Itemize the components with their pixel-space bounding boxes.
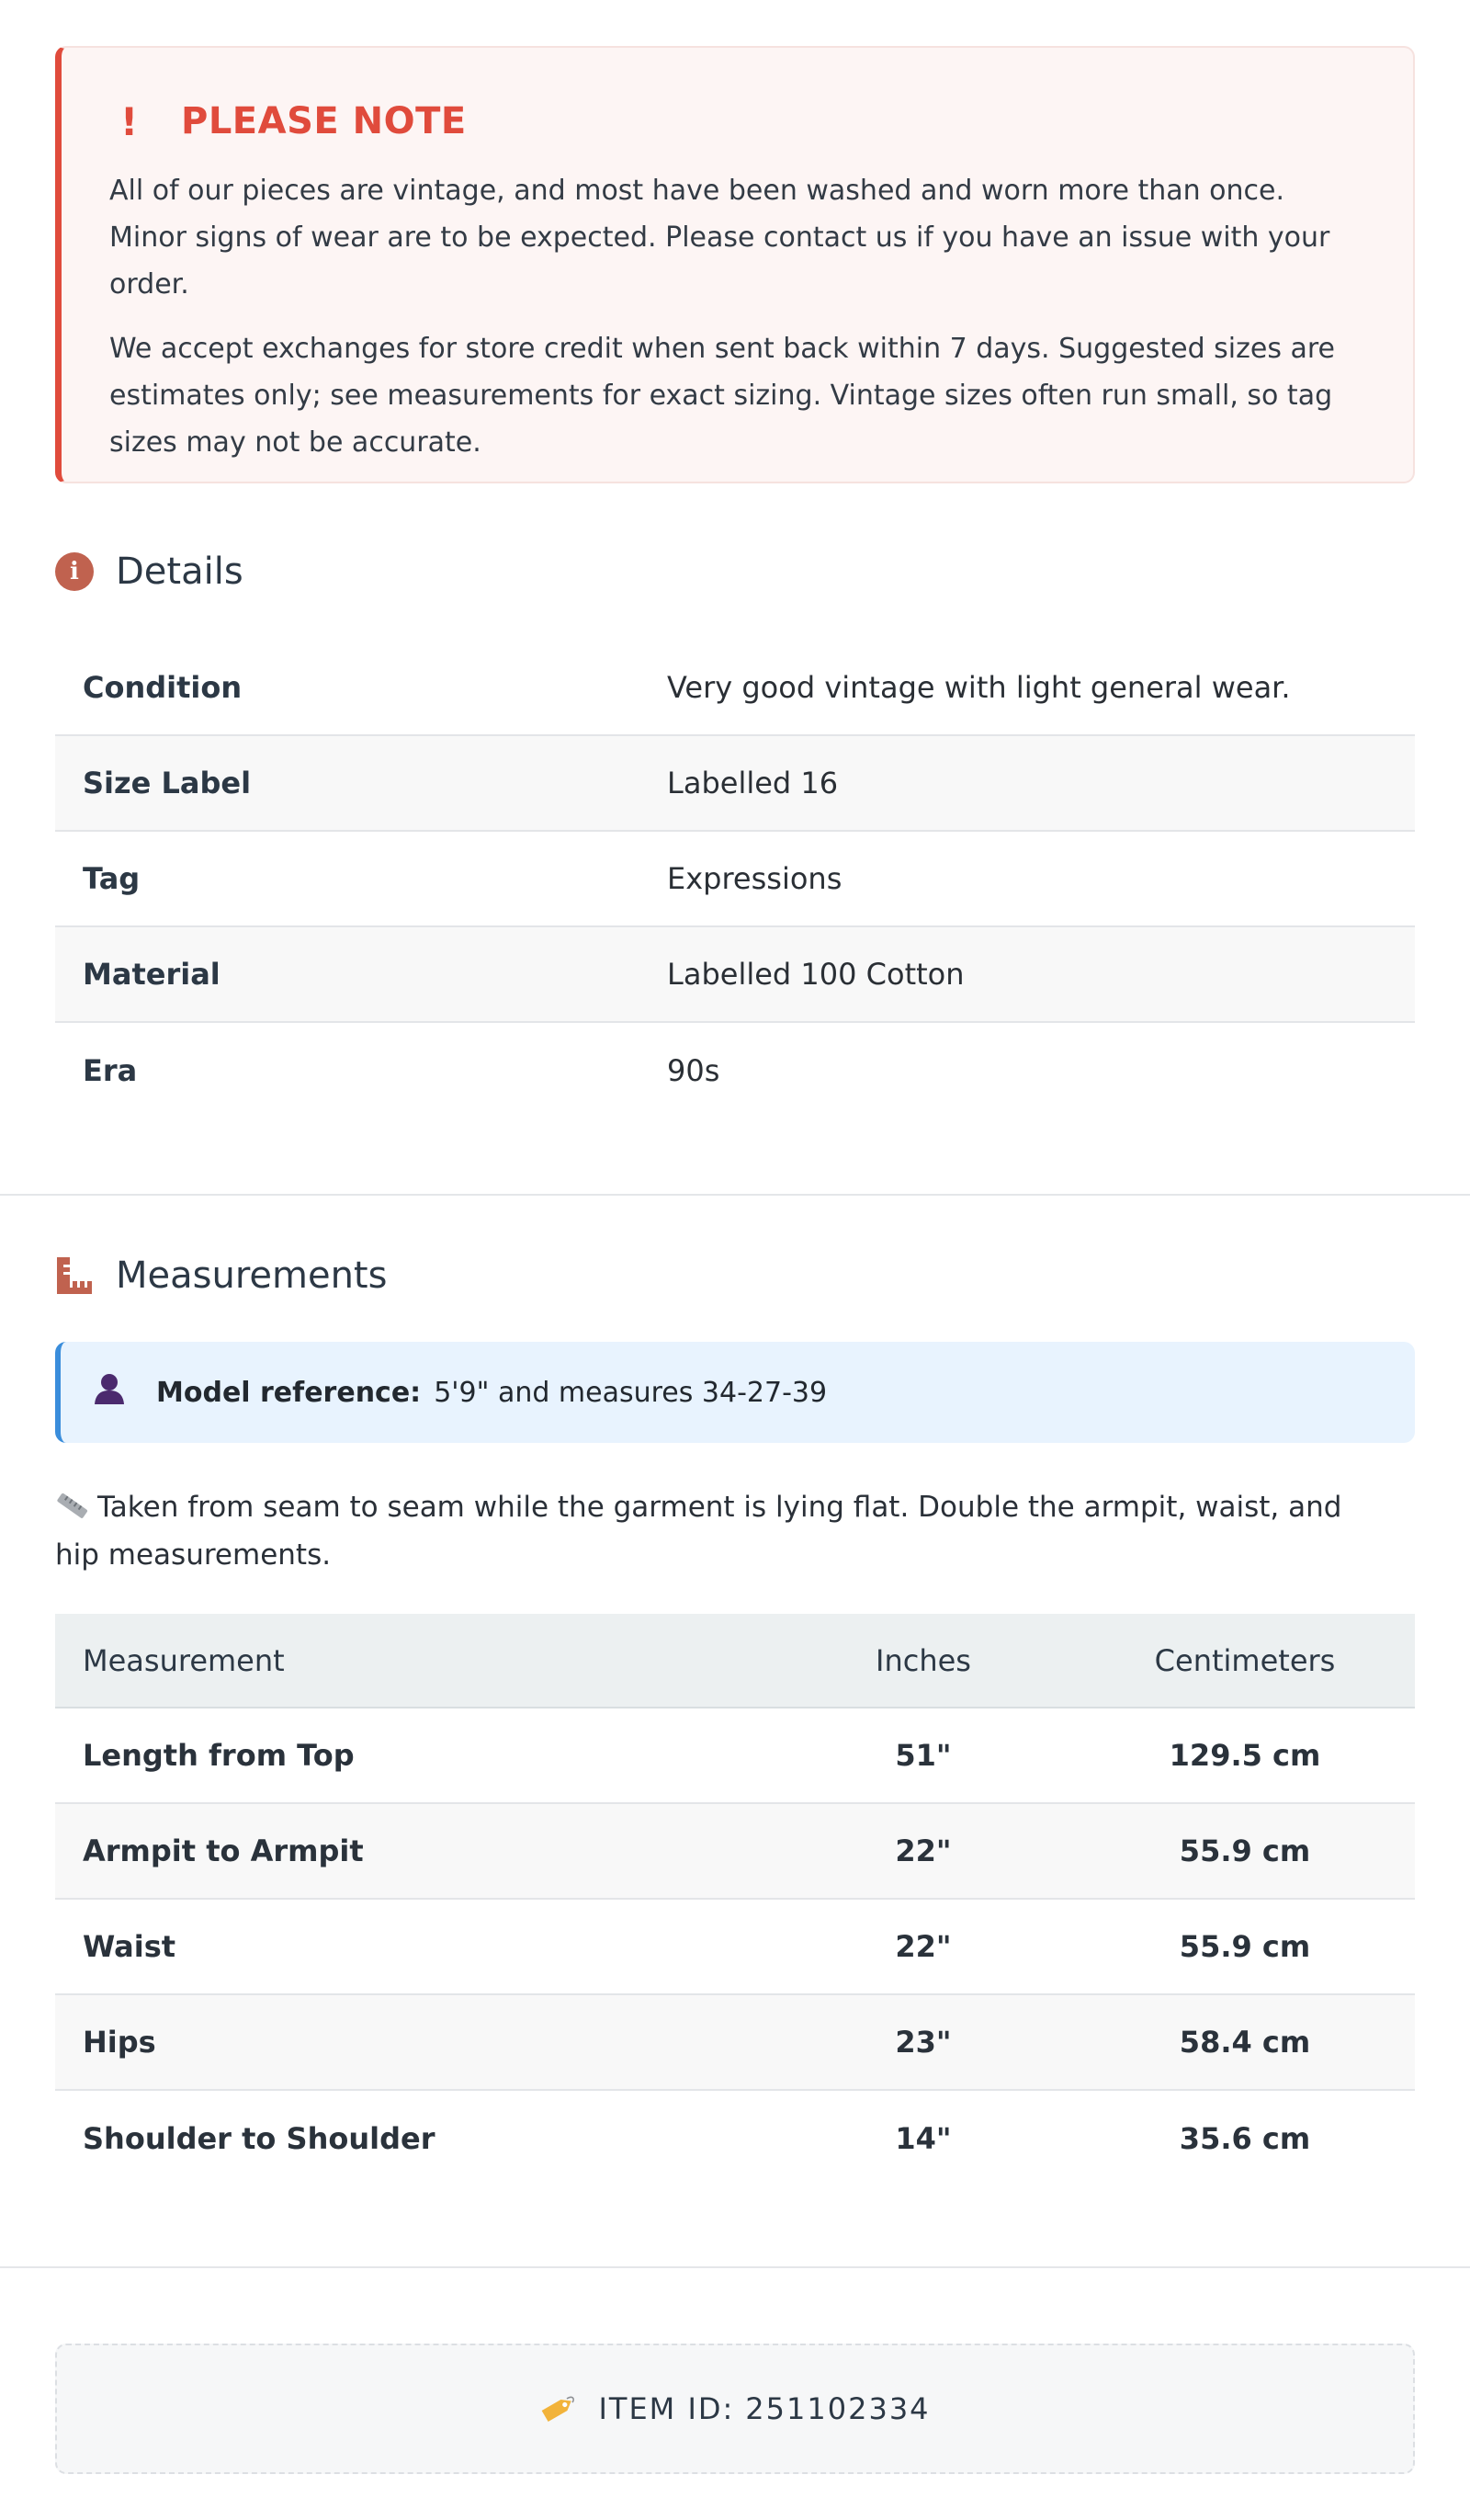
item-id-value: 251102334	[745, 2391, 931, 2426]
details-heading	[55, 548, 243, 596]
person-icon	[94, 1372, 125, 1405]
measurement-name: Armpit to Armpit	[55, 1803, 772, 1899]
notice-title: PLEASE NOTE	[181, 100, 467, 142]
price-tag-icon	[539, 2393, 576, 2424]
ruler-icon	[55, 1255, 94, 1296]
detail-label: Condition	[55, 640, 667, 735]
measurement-cm: 129.5 cm	[1075, 1708, 1415, 1803]
detail-value: Labelled 100 Cotton	[667, 926, 1415, 1022]
notice-paragraph-1: All of our pieces are vintage, and most have been washed and worn more than once. Minor signs of wear are to be expected. Please contact us if you have an issue with your order.	[109, 175, 1330, 301]
details-title: Details	[116, 551, 243, 593]
tip-text: Taken from seam to seam while the garment is lying flat. Double the armpit, waist, and hip measurements.	[55, 1491, 1342, 1572]
exclamation-icon: !	[120, 98, 139, 144]
measurement-cm: 35.6 cm	[1179, 2120, 1311, 2156]
detail-value: Expressions	[667, 831, 1415, 926]
table-row	[55, 735, 1415, 831]
table-row	[55, 831, 1415, 926]
detail-label: Tag	[55, 831, 667, 926]
measurement-tip	[55, 1483, 1378, 1579]
detail-value: Labelled 16	[667, 735, 1415, 831]
table-row	[55, 1708, 1415, 1803]
ruler-pencil-icon	[55, 1491, 90, 1520]
details-table	[55, 640, 1415, 1118]
table-row	[55, 2090, 1415, 2185]
measurement-name: Shoulder to Shoulder	[83, 2120, 435, 2156]
table-row	[55, 1803, 1415, 1899]
notice-paragraph-2: We accept exchanges for store credit when sent back within 7 days. Suggested sizes are estimates only; see measurements for exact sizing. Vintage sizes often run small, so tag sizes may not be accurate.	[109, 333, 1336, 459]
measurement-cm: 55.9 cm	[1075, 1803, 1415, 1899]
measurement-inches: 22"	[772, 1803, 1075, 1899]
column-header: Centimeters	[1075, 1614, 1415, 1708]
table-header-row	[55, 1614, 1415, 1708]
column-header: Measurement	[55, 1614, 772, 1708]
item-id-label: ITEM ID:	[598, 2391, 735, 2426]
table-row	[55, 640, 1415, 735]
detail-label: Era	[83, 1052, 138, 1088]
info-circle-icon: i	[55, 552, 94, 591]
model-reference-banner	[55, 1342, 1415, 1443]
section-divider	[0, 1194, 1470, 1196]
measurement-cm: 58.4 cm	[1075, 1994, 1415, 2090]
measurement-inches: 51"	[772, 1708, 1075, 1803]
detail-value: 90s	[667, 1052, 720, 1088]
measurement-name: Length from Top	[55, 1708, 772, 1803]
measurements-heading	[55, 1252, 387, 1300]
model-reference-label: Model reference:	[156, 1376, 422, 1409]
detail-label: Size Label	[55, 735, 667, 831]
table-row	[55, 926, 1415, 1022]
measurement-inches: 23"	[772, 1994, 1075, 2090]
table-row	[55, 1994, 1415, 2090]
measurement-cm: 55.9 cm	[1075, 1899, 1415, 1994]
measurement-inches: 22"	[772, 1899, 1075, 1994]
table-row	[55, 1899, 1415, 1994]
detail-label: Material	[55, 926, 667, 1022]
measurements-table	[55, 1614, 1415, 2185]
please-note-notice	[55, 46, 1415, 483]
measurement-name: Hips	[55, 1994, 772, 2090]
model-reference-value: 5'9" and measures 34-27-39	[434, 1376, 828, 1409]
item-id-box	[55, 2344, 1415, 2474]
detail-value: Very good vintage with light general wear.	[667, 640, 1415, 735]
measurements-title: Measurements	[116, 1254, 388, 1297]
table-row	[55, 1022, 1415, 1118]
notice-header	[109, 98, 1367, 144]
section-divider	[0, 2266, 1470, 2268]
column-header: Inches	[772, 1614, 1075, 1708]
measurement-inches: 14"	[895, 2120, 952, 2156]
measurement-name: Waist	[55, 1899, 772, 1994]
